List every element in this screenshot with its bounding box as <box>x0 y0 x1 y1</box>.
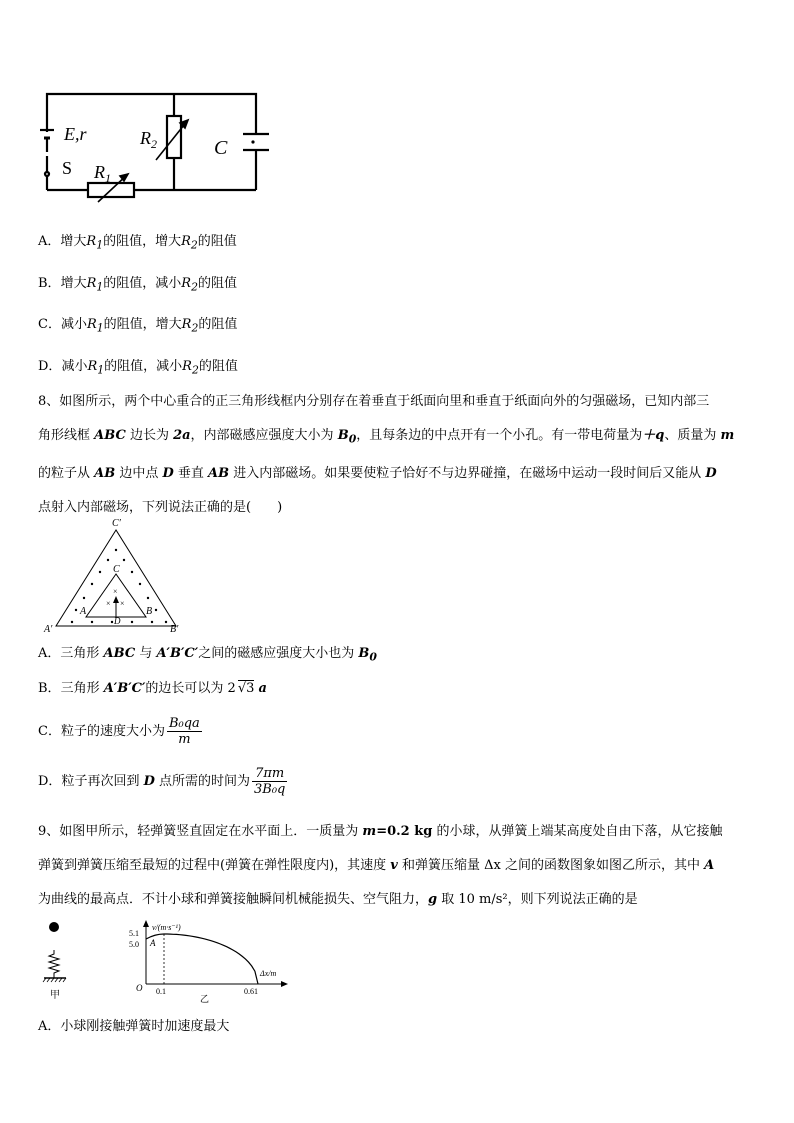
label-c-inner: C <box>113 564 120 575</box>
r1-symbol: $R_1$ <box>86 317 104 335</box>
q8-stem <box>38 385 768 525</box>
q8-option-d: D．粒子再次回到 D 点所需的时间为 $\frac{7\pi m}{\text{3B₀q}}$ <box>38 766 286 797</box>
y-tick-5-0: 5.0 <box>129 940 139 949</box>
option-letter: C． <box>38 317 61 332</box>
svg-text:×: × <box>113 587 118 596</box>
q8-option-a: A．三角形 ABC 与 A′B′C′之间的磁感应强度大小也为 $B_0$ <box>38 646 377 664</box>
q8-option-b: B．三角形 A′B′C′的边长可以为 2 √3 a <box>38 681 267 696</box>
switch-label: S <box>62 158 73 178</box>
option-text: 的阻值，减小 <box>103 276 182 291</box>
q7-option-c <box>38 316 237 338</box>
q7-option-b <box>38 275 237 297</box>
option-text: 的阻值，增大 <box>103 234 182 249</box>
y-axis-arrow <box>143 920 149 927</box>
label-c-outer: C′ <box>112 518 121 529</box>
spring <box>49 950 59 978</box>
q9-stem-line: 9、如图甲所示，轻弹簧竖直固定在水平面上．一质量为 m=0.2 kg 的小球，从弹簧上端某高度处自由下落，从它接触 <box>38 824 723 839</box>
svg-text:×: × <box>120 599 125 608</box>
peak-label-a: A <box>150 938 156 948</box>
q9-option-a: A．小球刚接触弹簧时加速度最大 <box>38 1019 230 1034</box>
r1-symbol: $R_1$ <box>86 234 104 252</box>
x-axis-label: Δx/m <box>260 969 277 978</box>
x-tick-0-1: 0.1 <box>156 987 166 996</box>
r2-symbol: $R_2$ <box>181 234 198 252</box>
velocity-fraction: $\frac{\text{B₀qa}}{m}$ <box>168 716 200 747</box>
q7-option-a <box>38 233 237 255</box>
sqrt-sign: √3 <box>237 681 255 696</box>
figure-label-yi: 乙 <box>200 994 210 1004</box>
r2-symbol: $R_2$ <box>182 359 199 377</box>
r1-symbol: $R_1$ <box>87 359 105 377</box>
q8-option-c: C．粒子的速度大小为 $\frac{\text{B₀qa}}{m}$ <box>38 716 200 747</box>
q8-stem-line: 角形线框 ABC 边长为 2a，内部磁感应强度大小为 $B_0$，且每条边的中点开有一个小孔。有一带电荷量为＋q、质量为 m <box>38 428 735 446</box>
label-b-inner: B <box>146 606 153 617</box>
option-text: 的阻值 <box>198 317 238 332</box>
time-fraction: $\frac{7\pi m}{\text{3B₀q}}$ <box>254 766 286 797</box>
y-axis-label: v/(m·s⁻¹) <box>152 923 181 932</box>
r2-symbol: $R_2$ <box>181 317 199 335</box>
option-text: 的阻值 <box>197 234 237 249</box>
origin-label: O <box>136 983 143 993</box>
r2-symbol: $R_2$ <box>181 276 198 294</box>
r1-symbol: $R_1$ <box>86 276 104 294</box>
triangle-figure <box>42 514 184 636</box>
x-tick-0-61: 0.61 <box>244 987 258 996</box>
q9-stem-line: 弹簧到弹簧压缩至最短的过程中(弹簧在弹性限度内)，其速度 v 和弹簧压缩量 Δx 之间的函数图象如图乙所示，其中 A <box>38 858 715 873</box>
figure-label-jia: 甲 <box>50 990 60 1001</box>
q9-stem-line: 为曲线的最高点．不计小球和弹簧接触瞬间机械能损失、空气阻力，g 取 10 m/s²，则下列说法正确的是 <box>38 892 638 907</box>
x-axis-arrow <box>281 981 288 987</box>
svg-text:×: × <box>106 599 111 608</box>
option-text: 的阻值 <box>198 359 238 374</box>
y-tick-5-1: 5.1 <box>129 929 139 938</box>
circuit-diagram <box>36 86 276 216</box>
r1-label: $R_1$ <box>94 162 111 185</box>
label-b-outer: B′ <box>170 624 179 635</box>
velocity-graph <box>126 918 296 1004</box>
q8-stem-line: 点射入内部磁场，下列说法正确的是( ) <box>38 499 283 515</box>
option-text: 的阻值，减小 <box>104 359 183 374</box>
option-text: 增大 <box>60 234 87 249</box>
label-a-inner: A <box>80 606 87 617</box>
ball <box>49 922 59 932</box>
field-crosses <box>106 587 125 608</box>
q8-stem-line: 8、如图所示，两个中心重合的正三角形线框内分别存在着垂直于纸面向里和垂直于纸面向外的匀强磁场，已知内部三 <box>38 394 710 409</box>
option-text: 减小 <box>61 359 88 374</box>
source-label: E,r <box>64 124 87 144</box>
r2-label: $R_2$ <box>140 128 157 151</box>
option-letter: D． <box>38 359 62 374</box>
q8-stem-line: 的粒子从 AB 边中点 D 垂直 AB 进入内部磁场。如果要使粒子恰好不与边界碰撞，在磁场中运动一段时间后又能从 D <box>38 465 717 481</box>
option-letter: B． <box>38 276 61 291</box>
label-a-outer: A′ <box>44 624 53 635</box>
ball-spring-figure <box>40 918 76 1002</box>
q9-stem <box>38 815 768 917</box>
option-text: 的阻值，增大 <box>103 317 182 332</box>
option-text: 增大 <box>60 276 87 291</box>
capacitor-label: C <box>214 137 228 159</box>
q7-option-d <box>38 358 238 380</box>
velocity-curve <box>146 934 258 984</box>
label-d: D <box>114 616 121 626</box>
option-text: 减小 <box>60 317 87 332</box>
option-text: 的阻值 <box>197 276 237 291</box>
option-letter: A． <box>38 234 61 249</box>
